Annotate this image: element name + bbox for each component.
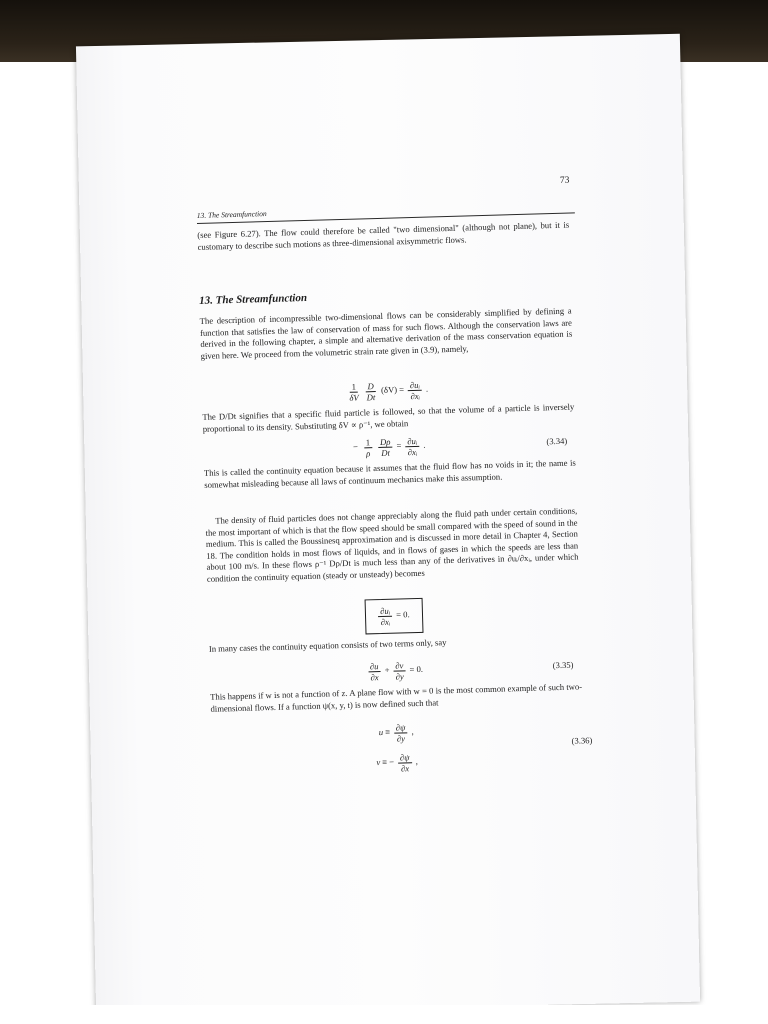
boxed-continuity-equation: $\frac{\text{∂uᵢ}}{\text{∂xᵢ}}$ = 0. [208, 593, 581, 637]
intro-paragraph: (see Figure 6.27). The flow could therefore be called "two dimensional" (although not plane), but it is customary to describe such motions as three-dimensional axisymmetric flows. [197, 219, 570, 252]
section-heading: 13. The Streamfunction [198, 291, 308, 307]
equation-number-3-34: (3.34) [546, 435, 568, 447]
paragraph-4: The density of fluid particles does not change appreciably along the fluid path under certain conditions, the most important of which is that the flow speed should be small compared with the speed of sound in the medium. This is called the Boussinesq approximation and is discussed in more detail in Chapter 4, Section 18. The condition holds in most flows of liquids, and in flows of gases in which the speeds are less than about 100 m/s. In these flows ρ⁻¹ Dρ/Dt is much less than any of the derivatives in ∂uᵢ/∂xᵢ, under which condition the continuity equation (steady or unsteady) becomes [205, 505, 579, 584]
equation-3-34: − $\frac{1}{\rho}$ $\frac{D\rho}{Dt}$ = $\frac{\text{∂uᵢ}}{\text{∂xᵢ}}$ . (3.34) [352, 435, 568, 458]
running-head: 13. The Streamfunction [196, 209, 267, 220]
page-bottom-margin [0, 1005, 768, 1024]
paragraph-1: The description of incompressible two-dimensional flows can be considerably simplified by defining a function that satisfies the law of conservation of mass for such flows. Although the conservation laws are derived in the following chapter, a simple and alternative derivation of the mass conservation equation is given here. We proceed from the volumetric strain rate given in (3.9), namely, [199, 305, 573, 361]
equation-volumetric-strain: $\frac{1}{\delta V}$ $\frac{D}{Dt}$ (δV) = $\frac{\text{∂uᵢ}}{\text{∂xᵢ}}$ . [349, 379, 429, 403]
equation-3-35: $\frac{\partial u}{\partial x}$ + $\frac{\partial v}{\partial y}$ = 0. (3.35) [369, 659, 574, 682]
equation-3-36-v: v ≡ − $\frac{\partial\psi}{\partial x}$ , [376, 751, 418, 774]
equation-number-3-35: (3.35) [552, 659, 574, 671]
equation-number-3-36: (3.36) [571, 735, 593, 746]
equation-3-36-u: u ≡ $\frac{\partial\psi}{\partial y}$ , [378, 721, 414, 744]
paragraph-3: This is called the continuity equation because it assumes that the fluid flow has no voids in it; the name is somewhat misleading because all laws of continuum mechanics make this assumption. [203, 457, 576, 490]
paragraph-6: This happens if w is not a function of z. A plane flow with w = 0 is the most common example of such two-dimensional flows. If a function ψ(x, y, t) is now defined such that [210, 681, 583, 714]
paragraph-2: The D/Dt signifies that a specific fluid particle is followed, so that the volume of a particle is inversely proportional to its density. Substituting δV ∝ ρ⁻¹, we obtain [202, 401, 575, 434]
page-number: 73 [559, 175, 570, 186]
paragraph-5: In many cases the continuity equation consists of two terms only, say [208, 637, 447, 654]
